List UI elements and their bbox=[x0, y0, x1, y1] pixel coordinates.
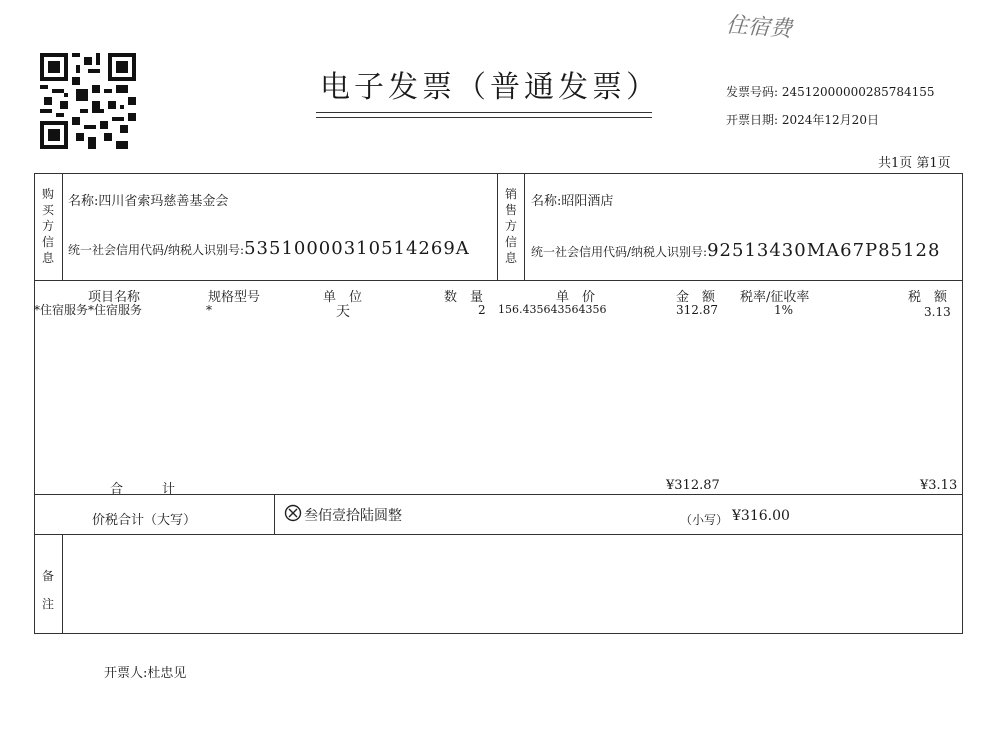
remarks-section-label bbox=[36, 562, 60, 618]
col-header-tax: 税 额 bbox=[908, 290, 948, 305]
grand-total-divider bbox=[274, 494, 275, 534]
qr-code-icon bbox=[40, 53, 136, 149]
handwritten-note: 住宿费 bbox=[725, 12, 793, 43]
label-char: 息 bbox=[504, 251, 517, 265]
seller-label-divider bbox=[524, 173, 525, 280]
label-char: 备 bbox=[41, 569, 54, 583]
invoice-title: 电子发票（普通发票） bbox=[320, 70, 660, 105]
col-header-qty: 数 量 bbox=[444, 290, 484, 305]
col-header-price: 单 价 bbox=[556, 290, 596, 305]
col-header-amount: 金 额 bbox=[676, 290, 716, 305]
col-header-rate: 税率/征收率 bbox=[740, 290, 810, 305]
label-char: 息 bbox=[41, 251, 54, 265]
invoice-number-label: 发票号码: bbox=[726, 85, 779, 99]
row-price: 156.435643564356 bbox=[498, 303, 607, 316]
grand-total-amount: ¥316.00 bbox=[732, 508, 790, 524]
buyer-name-value: 四川省索玛慈善基金会 bbox=[98, 194, 229, 209]
col-header-unit: 单 位 bbox=[323, 290, 363, 305]
buyer-name-label: 名称: bbox=[68, 194, 99, 209]
seller-name-value: 昭阳酒店 bbox=[561, 194, 614, 209]
title-underline bbox=[316, 112, 652, 113]
grand-total-small-label: （小写） bbox=[680, 513, 729, 527]
seller-code-label: 统一社会信用代码/纳税人识别号: bbox=[531, 245, 708, 259]
grand-total-label: 价税合计（大写） bbox=[92, 513, 197, 528]
row-amount: 312.87 bbox=[676, 303, 718, 317]
buyer-code bbox=[68, 238, 470, 259]
invoice-number-value: 24512000000285784155 bbox=[781, 85, 935, 99]
buyer-label-divider bbox=[62, 173, 63, 280]
col-header-spec: 规格型号 bbox=[208, 290, 261, 305]
circle-x-icon bbox=[284, 504, 302, 522]
label-char: 购 bbox=[41, 187, 54, 201]
label-char: 买 bbox=[41, 203, 54, 217]
label-char: 方 bbox=[41, 219, 54, 233]
grand-total-words: 叁佰壹拾陆圆整 bbox=[304, 508, 402, 524]
label-char: 信 bbox=[41, 235, 54, 249]
issuer bbox=[104, 662, 186, 681]
row-item: *住宿服务*住宿服务 bbox=[34, 303, 143, 317]
seller-name bbox=[531, 190, 613, 209]
invoice-date-value: 2024年12月20日 bbox=[781, 113, 879, 127]
seller-name-label: 名称: bbox=[531, 194, 562, 209]
party-divider bbox=[34, 280, 963, 281]
col-header-item: 项目名称 bbox=[88, 290, 141, 305]
row-unit: 天 bbox=[336, 304, 350, 320]
row-spec: * bbox=[206, 303, 212, 317]
totals-tax: ¥3.13 bbox=[920, 478, 958, 493]
seller-code-value: 92513430MA67P85128 bbox=[707, 240, 941, 261]
label-char: 方 bbox=[504, 219, 517, 233]
totals-label: 合 计 bbox=[110, 482, 176, 497]
party-middle-divider bbox=[497, 173, 498, 280]
table-row bbox=[34, 301, 963, 319]
invoice-date-label: 开票日期: bbox=[726, 113, 779, 127]
label-char: 信 bbox=[504, 235, 517, 249]
buyer-name bbox=[68, 190, 228, 209]
buyer-code-label: 统一社会信用代码/纳税人识别号: bbox=[68, 243, 245, 257]
buyer-section-label bbox=[36, 186, 60, 266]
title-underline bbox=[316, 117, 652, 118]
issuer-label: 开票人: bbox=[104, 666, 148, 681]
seller-code bbox=[531, 240, 940, 261]
page-count: 共1页 第1页 bbox=[878, 156, 951, 171]
invoice-number bbox=[726, 83, 935, 100]
remarks-label-divider bbox=[62, 534, 63, 634]
label-char: 售 bbox=[504, 203, 517, 217]
totals-amount: ¥312.87 bbox=[666, 478, 720, 493]
row-tax: 3.13 bbox=[924, 305, 951, 319]
label-char: 注 bbox=[41, 597, 54, 611]
seller-section-label bbox=[499, 186, 523, 266]
issuer-name: 杜忠见 bbox=[147, 666, 187, 681]
row-rate: 1% bbox=[774, 303, 794, 317]
remarks-divider bbox=[34, 534, 963, 535]
label-char: 销 bbox=[504, 187, 517, 201]
buyer-code-value: 53510000310514269A bbox=[244, 238, 470, 259]
row-qty: 2 bbox=[478, 303, 486, 317]
invoice-date bbox=[726, 111, 879, 128]
totals-divider bbox=[34, 494, 963, 495]
